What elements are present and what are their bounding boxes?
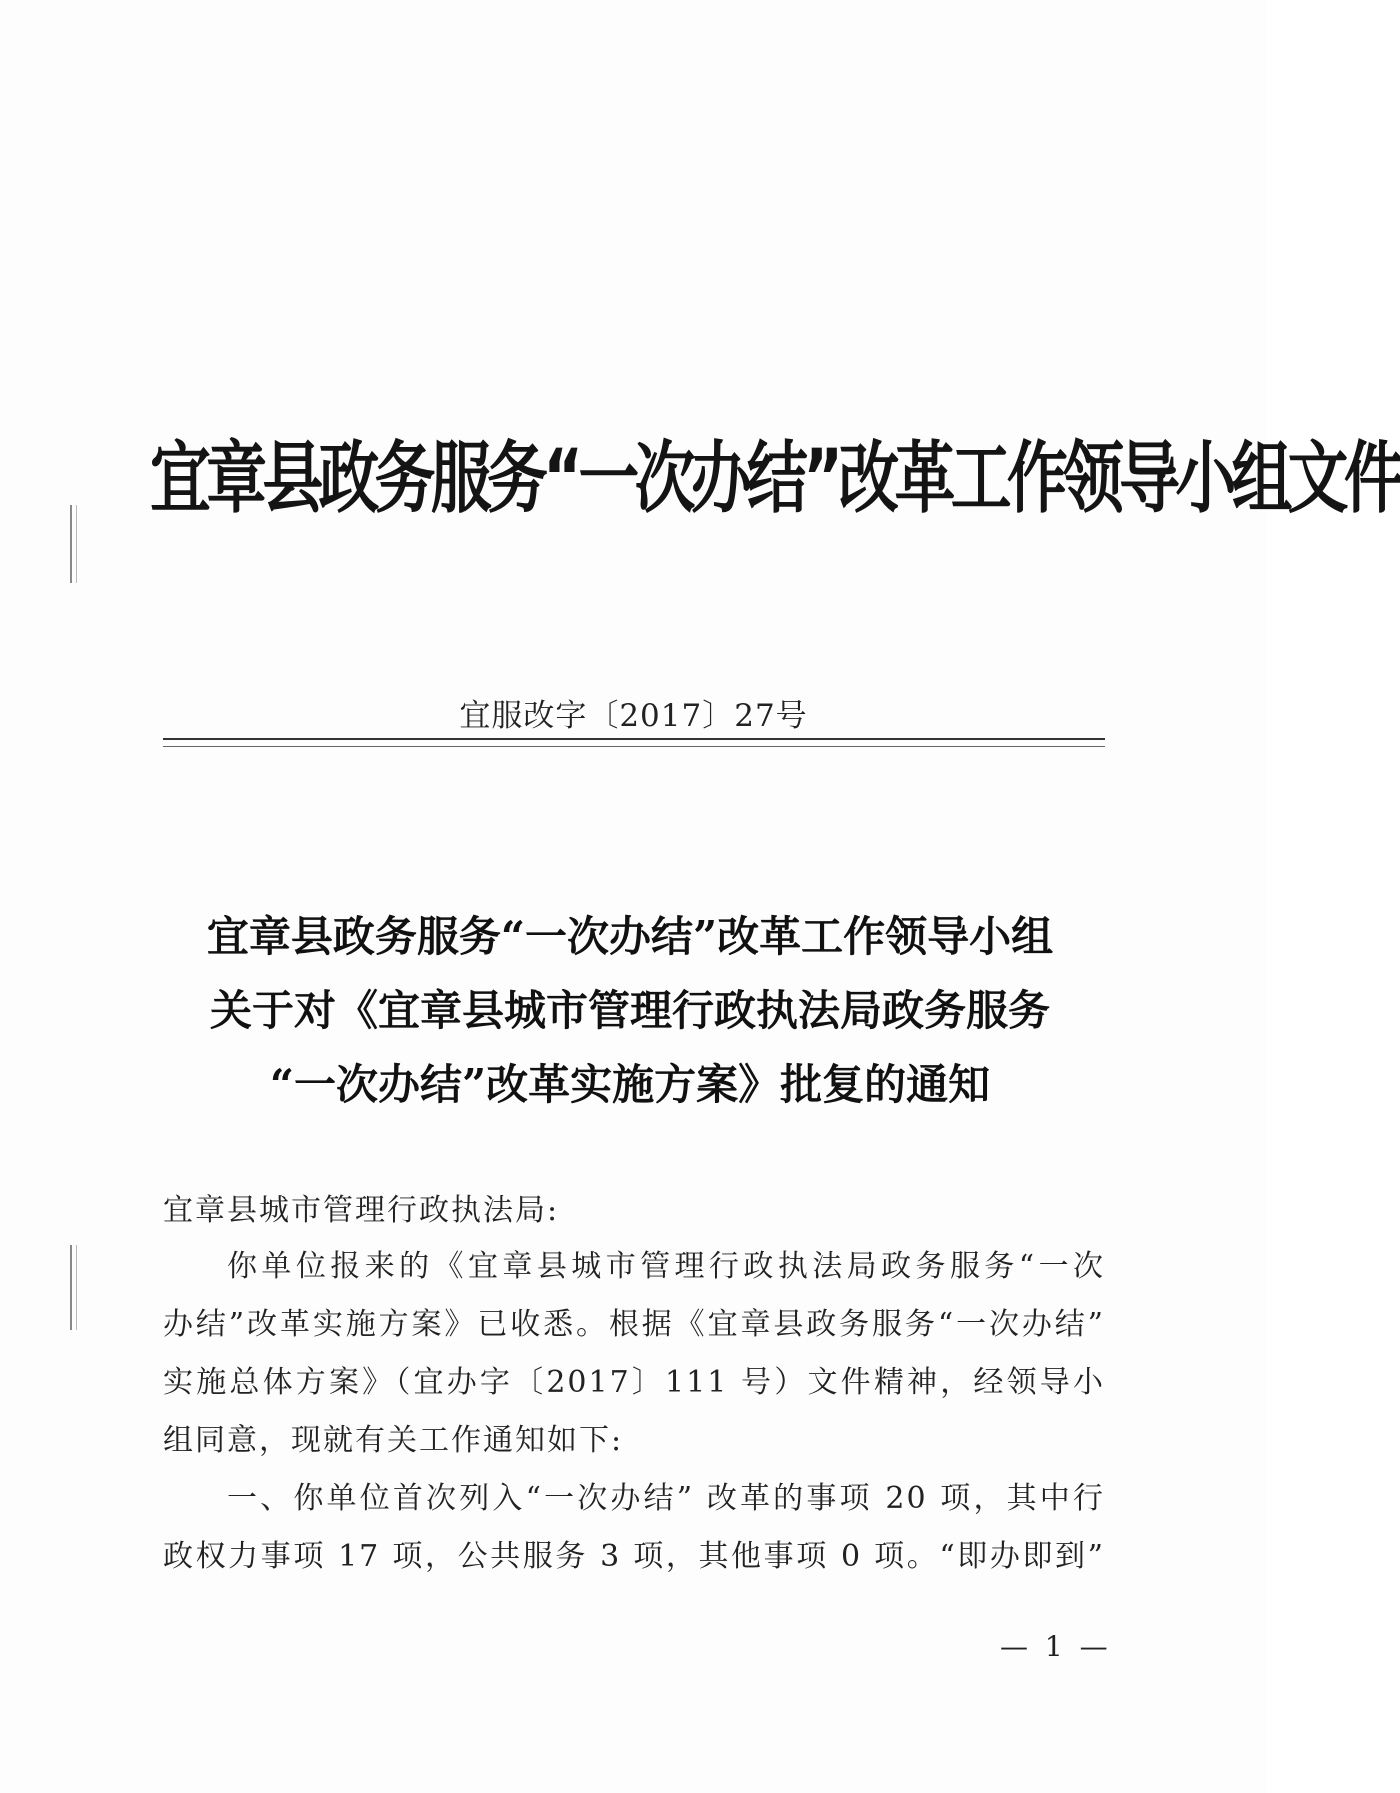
document-number: 宜服改字〔2017〕27号	[459, 698, 808, 734]
body-line: 办结”改革实施方案》已收悉。根据《宜章县政务服务“一次办结”	[163, 1307, 1105, 1342]
addressee: 宜章县城市管理行政执法局:	[163, 1193, 560, 1228]
body-line: 组同意，现就有关工作通知如下:	[163, 1423, 624, 1458]
notice-title-line: “一次办结”改革实施方案》批复的通知	[269, 1060, 991, 1109]
notice-title-line: 关于对《宜章县城市管理行政执法局政务服务	[209, 986, 1050, 1035]
body-line: 实施总体方案》（宜办字〔2017〕111 号）文件精神，经领导小	[163, 1365, 1105, 1400]
notice-title-line: 宜章县政务服务“一次办结”改革工作领导小组	[206, 912, 1054, 961]
page-number: — 1 —	[1000, 1630, 1112, 1663]
body-line: 你单位报来的《宜章县城市管理行政执法局政务服务“一次	[227, 1249, 1105, 1284]
header-divider	[163, 738, 1105, 747]
notice-title	[150, 900, 1110, 1122]
binding-mark	[70, 505, 77, 583]
body-line: 一、你单位首次列入“一次办结” 改革的事项 20 项，其中行	[227, 1481, 1105, 1516]
binding-mark	[70, 1245, 77, 1330]
body-line: 政权力事项 17 项，公共服务 3 项，其他事项 0 项。“即办即到”	[163, 1539, 1105, 1574]
body-text	[163, 1238, 1105, 1586]
document-header-title: 宜章县政务服务“一次办结”改革工作领导小组文件	[150, 434, 1400, 524]
